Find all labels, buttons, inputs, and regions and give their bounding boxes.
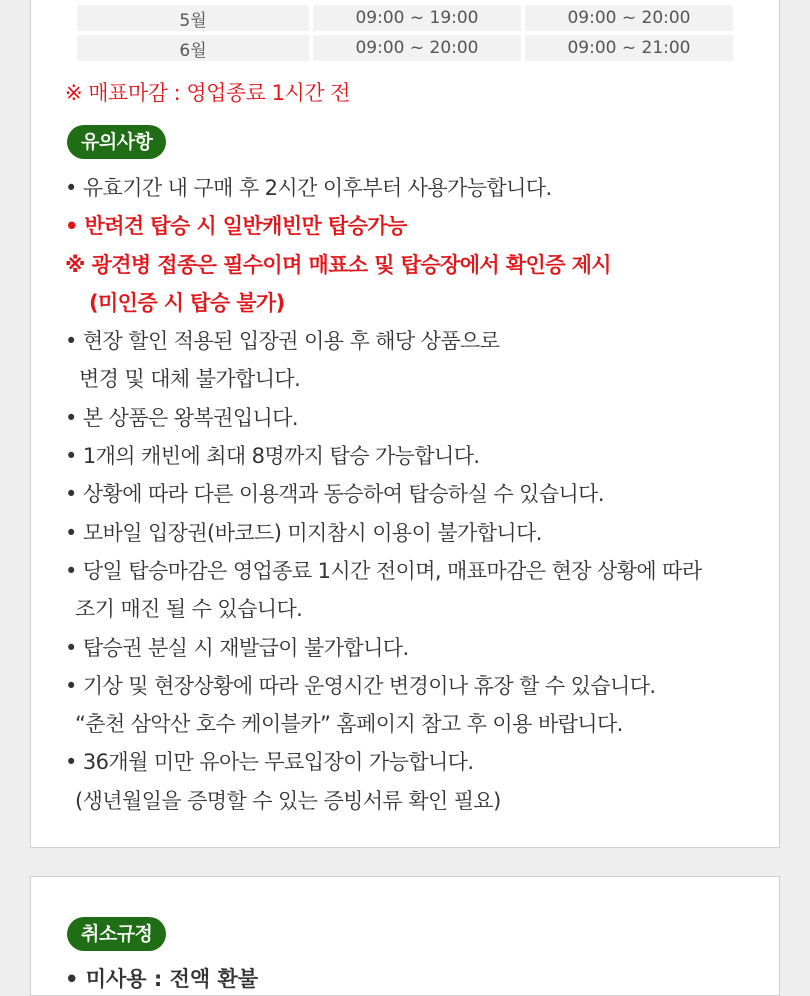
list-item: 변경 및 대체 불가합니다. — [79, 367, 301, 392]
table-row — [77, 35, 733, 61]
list-item: • 당일 탑승마감은 영업종료 1시간 전이며, 매표마감은 현장 상황에 따라 — [65, 558, 702, 583]
ticket-deadline-note: ※ 매표마감 : 영업종료 1시간 전 — [65, 81, 351, 105]
list-item: • 모바일 입장권(바코드) 미지참시 이용이 불가합니다. — [65, 520, 542, 545]
month-cell: 5월 — [77, 5, 309, 31]
list-item: 조기 매진 될 수 있습니다. — [75, 597, 303, 622]
month-cell: 6월 — [77, 35, 309, 61]
list-item: • 상황에 따라 다른 이용객과 동승하여 탑승하실 수 있습니다. — [65, 482, 604, 507]
hours-cell: 09:00 ~ 20:00 — [525, 5, 733, 31]
hours-cell: 09:00 ~ 20:00 — [313, 35, 521, 61]
list-item: • 기상 및 현장상황에 따라 운영시간 변경이나 휴장 할 수 있습니다. — [65, 673, 656, 698]
list-item: • 미사용 : 전액 환불 — [65, 967, 259, 991]
hours-cell: 09:00 ~ 21:00 — [525, 35, 733, 61]
cancel-section-title: 취소규정 — [67, 917, 166, 951]
list-item: • 현장 할인 적용된 입장권 이용 후 해당 상품으로 — [65, 329, 500, 354]
list-item: • 1개의 캐빈에 최대 8명까지 탑승 가능합니다. — [65, 444, 480, 469]
notice-list — [65, 169, 759, 820]
list-item: (생년월일을 증명할 수 있는 증빙서류 확인 필요) — [75, 788, 501, 813]
list-item: (미인증 시 탑승 불가) — [89, 290, 285, 315]
list-item: • 유효기간 내 구매 후 2시간 이후부터 사용가능합니다. — [65, 176, 552, 200]
hours-cell: 09:00 ~ 19:00 — [313, 5, 521, 31]
list-item: • 반려견 탑승 시 일반캐빈만 탑승가능 — [65, 214, 407, 239]
list-item: ※ 광견병 접종은 필수이며 매표소 및 탑승장에서 확인증 제시 — [65, 252, 611, 277]
list-item: • 탑승권 분실 시 재발급이 불가합니다. — [65, 635, 409, 660]
list-item: • 36개월 미만 유아는 무료입장이 가능합니다. — [65, 750, 474, 775]
list-item: • 본 상품은 왕복권입니다. — [65, 405, 298, 430]
list-item: “춘천 삼악산 호수 케이블카” 홈페이지 참고 후 이용 바랍니다. — [75, 712, 623, 737]
cancel-policy-card — [30, 876, 780, 996]
notice-card — [30, 0, 780, 848]
operating-hours-table — [73, 1, 737, 65]
notice-section-title: 유의사항 — [67, 125, 166, 159]
table-row — [77, 5, 733, 31]
